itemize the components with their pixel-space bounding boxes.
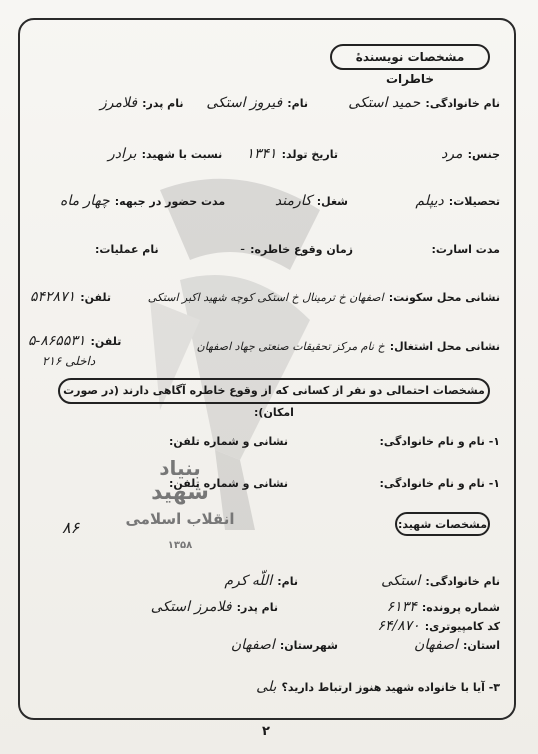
martyr-firstname-label: نام: — [277, 575, 298, 588]
writer-work-ext-value: داخلی ۲۱۶ — [42, 354, 96, 368]
martyr-file-row — [387, 596, 500, 615]
martyr-contact-answer: بلی — [256, 679, 277, 695]
writer-father-value: فلامرز — [100, 95, 138, 111]
martyr-file-label: شماره پرونده: — [421, 601, 500, 614]
writer-job-value: کارمند — [274, 193, 312, 209]
writer-front-row — [60, 190, 225, 209]
martyr-father-label: نام پدر: — [236, 601, 278, 614]
writer-work-label: نشانی محل اشتغال: — [389, 340, 500, 353]
watermark-line-1: بنیاد — [159, 456, 201, 480]
witness-1-name-row — [379, 430, 500, 449]
witness-2-address-row — [169, 472, 288, 491]
martyr-city-value: اصفهان — [230, 637, 275, 653]
witness-2-name-label: ۱- نام و نام خانوادگی: — [379, 477, 500, 490]
martyr-father-value: فلامرز استکی — [150, 599, 232, 615]
martyr-province-value: اصفهان — [414, 637, 458, 653]
writer-front-label: مدت حضور در جبهه: — [114, 195, 226, 208]
margin-note: ۸۶ — [62, 518, 80, 537]
martyr-firstname-value: اللّه کرم — [224, 573, 273, 589]
writer-relation-label: نسبت با شهید: — [141, 148, 223, 161]
writer-lastname-row — [348, 92, 500, 111]
writer-work-phone-label: تلفن: — [90, 335, 122, 348]
writer-work-ext-row — [42, 350, 95, 369]
martyr-lastname-row — [381, 570, 500, 589]
writer-address-label: نشانی محل سکونت: — [388, 291, 500, 304]
writer-birth-value: ۱۳۴۱ — [246, 146, 277, 162]
writer-operation-label: نام عملیات: — [95, 243, 159, 256]
writer-relation-row — [108, 143, 222, 162]
writer-firstname-label: نام: — [287, 97, 308, 110]
witnesses-section-title: مشخصات احتمالی دو نفر از کسانی که از وقوع خاطره آگاهی دارند (در صورت امکان): — [58, 378, 490, 404]
writer-gender-label: جنس: — [467, 148, 500, 161]
writer-memory-time-row — [240, 238, 353, 257]
writer-memory-time-label: زمان وقوع خاطره: — [250, 243, 353, 256]
martyr-section-title: مشخصات شهید: — [395, 512, 490, 536]
witness-2-name-row — [379, 472, 500, 491]
writer-work-phone-value: ۸۶۵۵۳۱-۵ — [28, 333, 86, 349]
writer-operation-row — [95, 238, 159, 257]
martyr-code-label: کد کامپیوتری: — [424, 620, 500, 633]
writer-firstname-value: فیروز استکی — [206, 95, 283, 111]
writer-work-value: خ نام مرکز تحقیقات صنعتی جهاد اصفهان — [196, 340, 385, 353]
martyr-city-row — [231, 634, 338, 653]
martyr-province-row — [414, 634, 500, 653]
watermark-year: ۱۳۵۸ — [167, 540, 193, 551]
martyr-code-row — [377, 615, 500, 634]
martyr-contact-question: ۳- آیا با خانواده شهید هنوز ارتباط دارید؟ — [281, 681, 500, 694]
writer-education-row — [415, 190, 500, 209]
martyr-lastname-value: استکی — [381, 573, 421, 589]
writer-phone-value: ۵۴۲۸۷۱ — [30, 289, 76, 305]
writer-firstname-row — [206, 92, 308, 111]
writer-lastname-value: حمید استکی — [348, 95, 421, 111]
foundation-emblem-watermark — [120, 150, 360, 570]
witness-1-name-label: ۱- نام و نام خانوادگی: — [379, 435, 500, 448]
martyr-firstname-row — [224, 570, 298, 589]
writer-father-row — [100, 92, 184, 111]
writer-education-value: دیپلم — [415, 193, 444, 209]
writer-job-row — [275, 190, 348, 209]
writer-lastname-label: نام خانوادگی: — [425, 97, 500, 110]
watermark-line-2: شهید — [151, 480, 209, 505]
writer-section-title: مشخصات نویسندهٔ خاطرات — [330, 44, 490, 70]
writer-captivity-label: مدت اسارت: — [431, 243, 500, 256]
writer-address-row — [148, 286, 500, 305]
witness-1-address-row — [169, 430, 288, 449]
martyr-city-label: شهرستان: — [279, 639, 338, 652]
martyr-lastname-label: نام خانوادگی: — [425, 575, 500, 588]
writer-address-value: اصفهان خ ترمینال خ استکی کوچه شهید اکبر استکی — [147, 291, 384, 304]
martyr-contact-row — [256, 676, 500, 695]
writer-work-row — [197, 335, 500, 354]
writer-front-value: چهار ماه — [60, 193, 110, 209]
writer-phone-label: تلفن: — [80, 291, 112, 304]
writer-relation-value: برادر — [108, 146, 137, 162]
martyr-father-row — [151, 596, 278, 615]
witness-1-address-label: نشانی و شماره تلفن: — [168, 435, 288, 448]
witness-2-address-label: نشانی و شماره تلفن: — [168, 477, 288, 490]
writer-memory-time-value: - — [240, 241, 245, 257]
writer-birth-label: تاریخ تولد: — [281, 148, 338, 161]
writer-phone-row — [30, 286, 111, 305]
martyr-file-value: ۶۱۳۴ — [386, 599, 417, 615]
writer-gender-value: مرد — [441, 146, 463, 162]
writer-education-label: تحصیلات: — [448, 195, 500, 208]
writer-captivity-row — [431, 238, 500, 257]
writer-work-phone-row — [28, 330, 121, 349]
martyr-province-label: استان: — [463, 639, 500, 652]
writer-job-label: شغل: — [316, 195, 348, 208]
writer-father-label: نام پدر: — [142, 97, 184, 110]
writer-gender-row — [441, 143, 500, 162]
watermark-line-3: انقلاب اسلامی — [125, 510, 235, 528]
writer-birth-row — [246, 143, 338, 162]
martyr-code-value: ۶۴/۸۷۰ — [377, 618, 420, 634]
page-number: ۲ — [262, 724, 270, 739]
